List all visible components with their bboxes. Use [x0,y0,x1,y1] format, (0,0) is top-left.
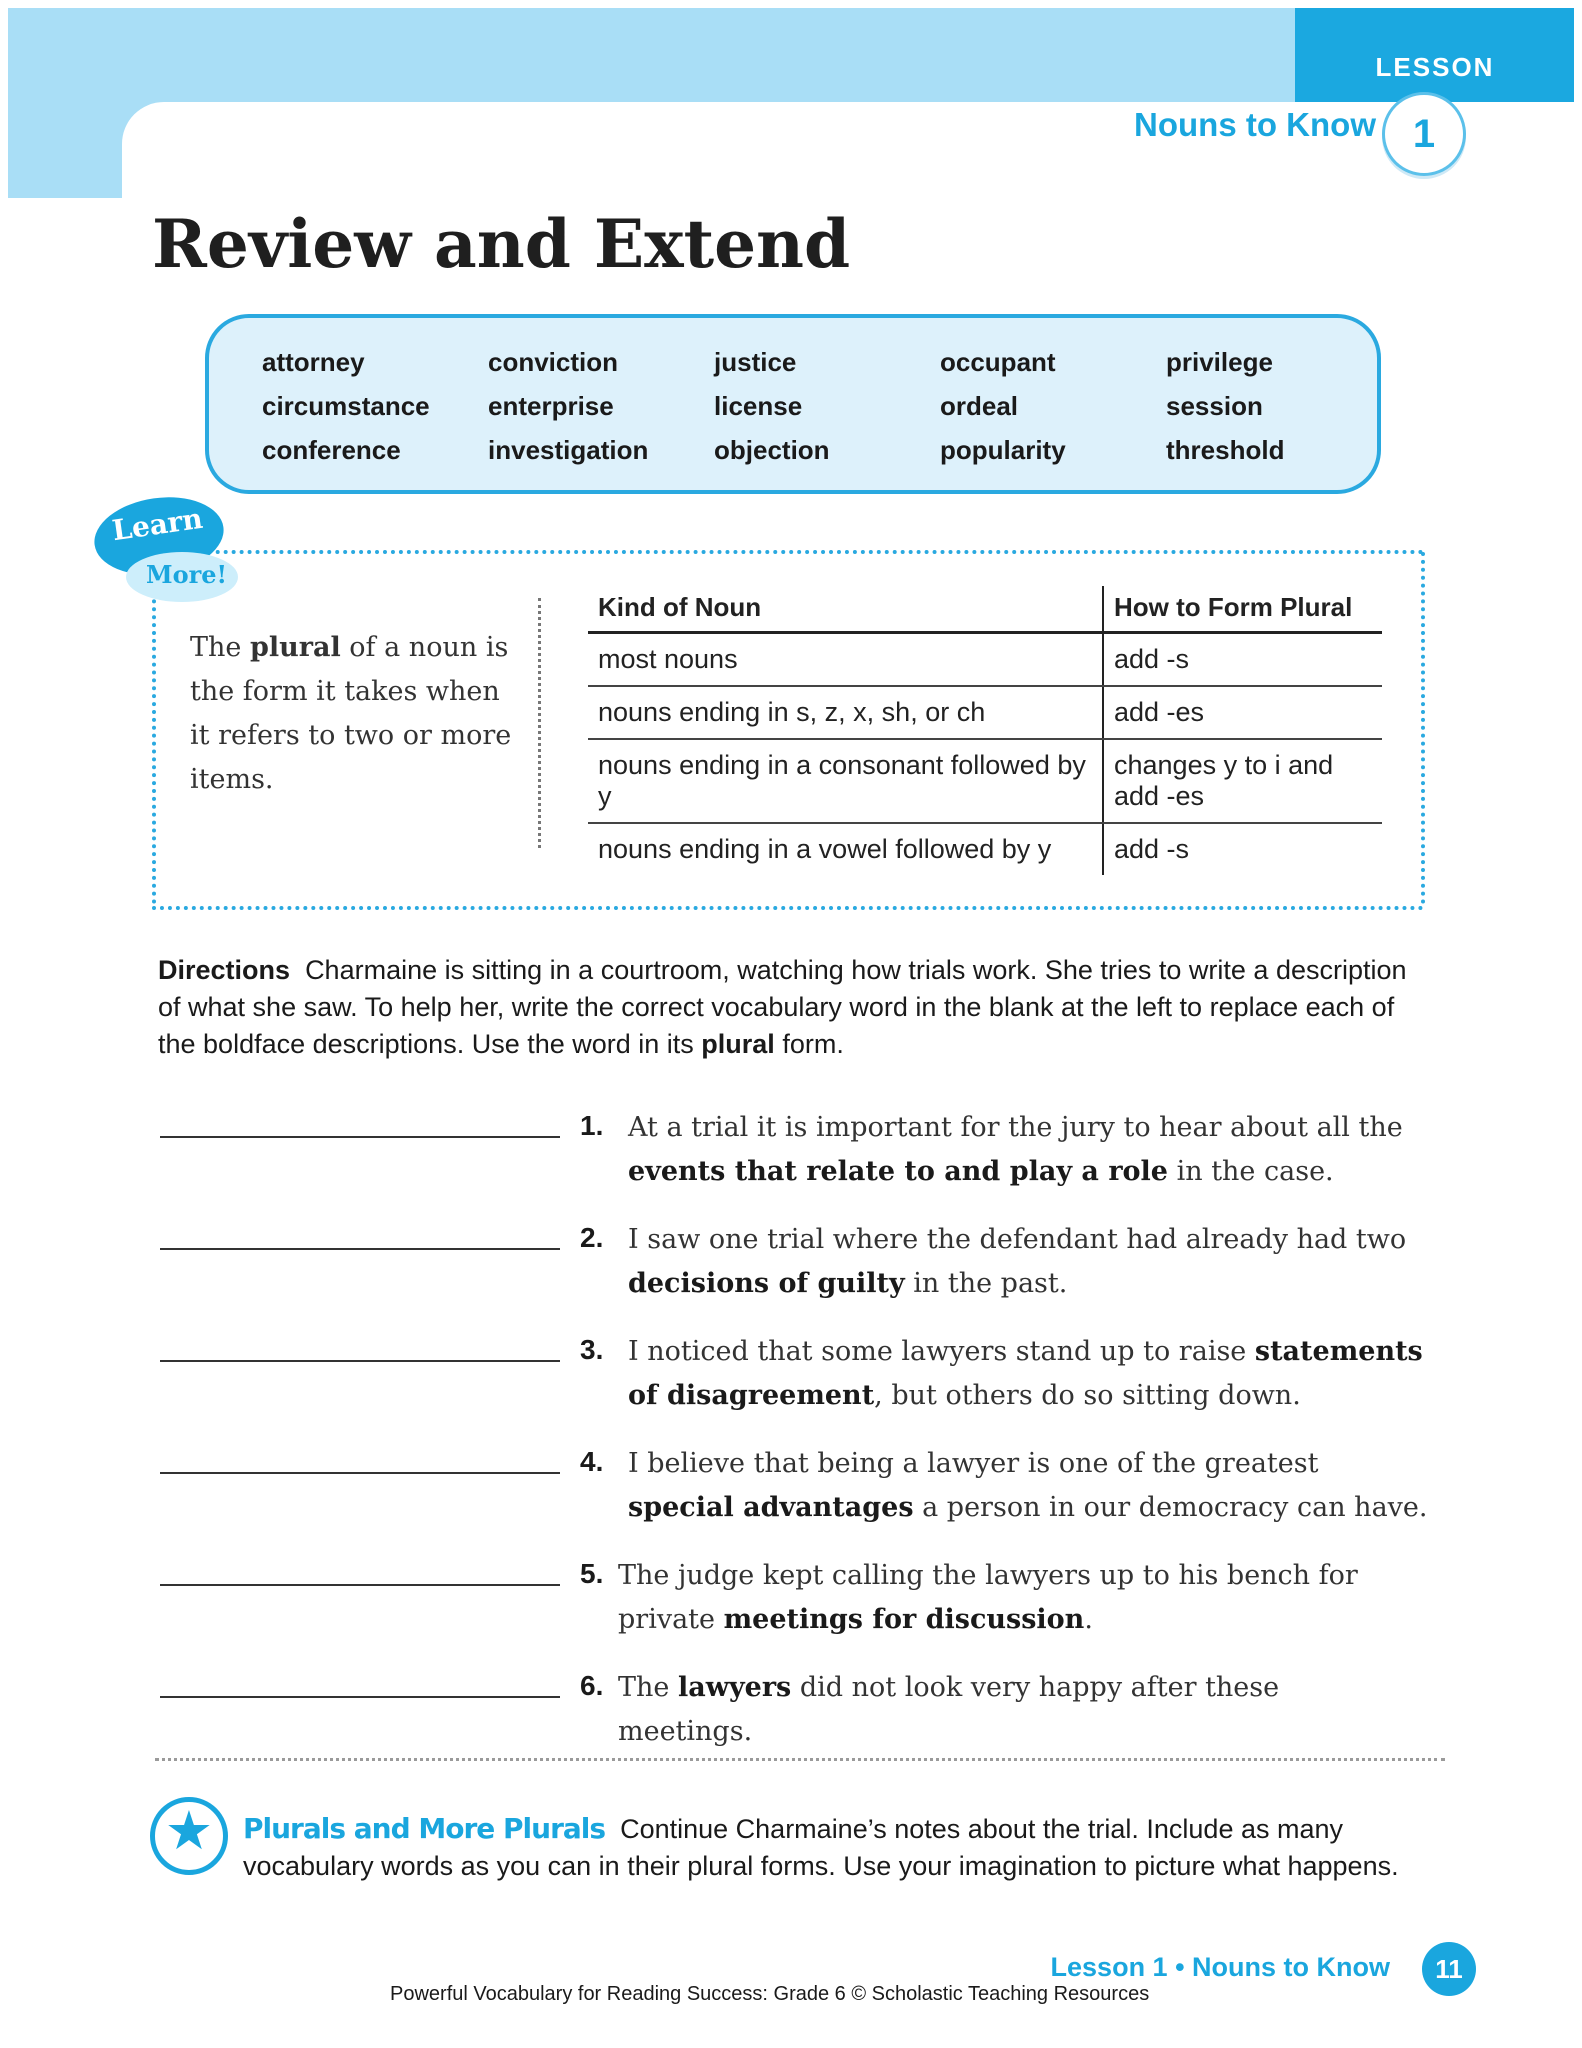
noun-kind-cell: nouns ending in a consonant followed by y [588,739,1103,823]
directions-text: Charmaine is sitting in a courtroom, watching how trials work. She tries to write a description of what she saw. To help her, write the correct vocabulary word in the blank at the left to replace each of the boldface descriptions. Use the word in its [158,955,1407,1059]
question-part: I believe that being a lawyer is one of the greatest [628,1448,1319,1479]
question-part: , but others do so sitting down. [874,1380,1301,1411]
word-bank-item: license [714,391,803,421]
extend-activity [243,1810,1443,1885]
column-header: How to Form Plural [1103,586,1382,633]
question-number: 5. [580,1558,604,1589]
question-part: a person in our democracy can have. [913,1492,1428,1523]
question-bold: special advantages [628,1492,914,1523]
lesson-number-badge: 1 [1382,92,1466,176]
word-bank-item: conference [262,435,401,465]
section-separator [155,1758,1445,1761]
learn-badge-label: Learn [110,501,205,548]
lesson-label: LESSON [1375,52,1495,82]
question-number: 6. [580,1670,604,1701]
question-part: I saw one trial where the defendant had already had two [628,1224,1407,1255]
learn-more-border-right [1421,552,1425,904]
table-header-row [588,586,1382,633]
page-title: Review and Extend [152,205,851,283]
noun-kind-cell: most nouns [588,633,1103,687]
directions-label: Directions [158,955,291,985]
directions-text: form. [774,1029,844,1059]
definition-text: of a noun is the form it takes when it refers to two or more items. [190,632,512,795]
question-number: 3. [580,1334,604,1365]
page-number: 11 [1422,1942,1476,1996]
answer-blank-2[interactable] [160,1248,560,1250]
question-part: did not look very happy after these meetings. [618,1672,1280,1747]
word-bank-item: ordeal [940,391,1019,421]
word-bank-column-2 [488,340,648,472]
directions [158,952,1408,1063]
word-bank-item: justice [714,347,797,377]
word-bank-item: investigation [488,435,649,465]
question-bold: meetings for discussion [723,1604,1085,1635]
word-bank-column-1 [262,340,430,472]
question-text [618,1554,1418,1642]
question-text [628,1218,1428,1306]
star-icon: ★ [164,1801,214,1861]
word-bank-item: objection [714,435,830,465]
question-number: 1. [580,1110,604,1141]
table-row [588,686,1382,739]
question-bold: statements of disagreement [628,1336,1423,1411]
definition-text: The [190,632,250,663]
answer-blank-4[interactable] [160,1472,560,1474]
question-part: in the past. [904,1268,1068,1299]
plural-rules-table [588,586,1382,875]
question-part: in the case. [1168,1156,1334,1187]
word-bank-item: session [1166,391,1263,421]
plural-rule-cell: add -s [1114,834,1190,864]
question-part: . [1084,1604,1093,1635]
learn-more-border-left [152,552,156,904]
extend-text: Continue Charmaine’s notes about the trial. Include as many vocabulary words as you can in their plural forms. Use your imagination to picture what happens. [243,1814,1399,1881]
noun-kind-cell: nouns ending in s, z, x, sh, or ch [588,686,1103,739]
question-part: The [618,1672,678,1703]
question-bold: events that relate to and play a role [628,1156,1168,1187]
definition-term: plural [249,632,341,663]
word-bank-item: popularity [940,435,1066,465]
word-bank-item: attorney [262,347,365,377]
answer-blank-5[interactable] [160,1584,560,1586]
word-bank-item: threshold [1166,435,1285,465]
column-header: Kind of Noun [588,586,1103,633]
plural-rule-cell: add -es [1103,686,1382,739]
question-part: I noticed that some lawyers stand up to raise [628,1336,1255,1367]
word-bank-item: conviction [488,347,619,377]
question-part: At a trial it is important for the jury to hear about all the [628,1112,1403,1143]
plural-definition [190,626,520,802]
question-part: The judge kept calling the lawyers up to his bench for private [618,1560,1358,1635]
plural-rule-cell: add -s [1103,633,1382,687]
more-badge-label: More! [146,560,228,589]
footer-lesson: Lesson 1 • Nouns to Know [1050,1952,1390,1982]
answer-blank-6[interactable] [160,1696,560,1698]
answer-blank-1[interactable] [160,1136,560,1138]
word-bank-item: enterprise [488,391,614,421]
table-row [588,739,1382,823]
question-bold: decisions of guilty [628,1268,905,1299]
question-text [628,1442,1428,1530]
directions-bold: plural [701,1029,775,1059]
question-number: 2. [580,1222,604,1253]
table-row [588,823,1382,875]
section-title: Nouns to Know [1134,106,1376,143]
table-row [588,633,1382,687]
question-number: 4. [580,1446,604,1477]
extend-title: Plurals and More Plurals [243,1812,606,1845]
word-bank-item: circumstance [262,391,430,421]
plural-rule-cell: changes y to i and add -es [1103,739,1382,823]
question-text [628,1330,1428,1418]
question-text [628,1106,1428,1194]
copyright-credit: Powerful Vocabulary for Reading Success: Grade 6 © Scholastic Teaching Resources [390,1983,1150,2005]
word-bank-column-5 [1166,340,1284,472]
learn-more-divider [538,598,541,848]
word-bank-item: privilege [1166,347,1273,377]
noun-kind-cell: nouns ending in a vowel followed by y [588,823,1103,875]
word-bank-column-3 [714,340,830,472]
question-bold: lawyers [677,1672,792,1703]
word-bank-column-4 [940,340,1066,472]
answer-blank-3[interactable] [160,1360,560,1362]
question-text [618,1666,1418,1754]
word-bank-item: occupant [940,347,1056,377]
